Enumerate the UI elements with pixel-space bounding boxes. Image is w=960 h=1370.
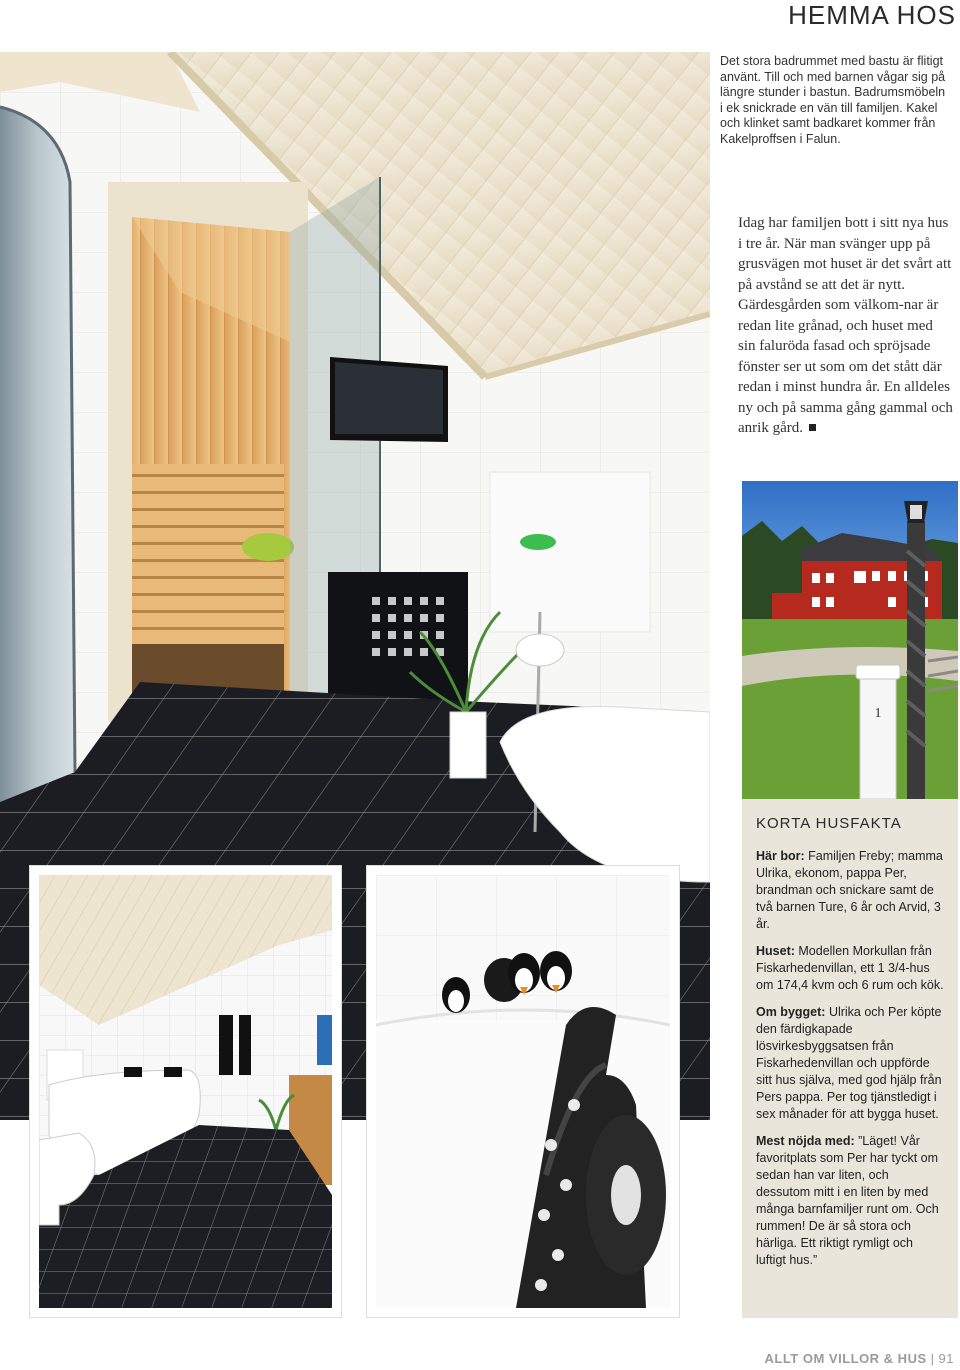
- bath-toys-photo: [367, 866, 679, 1317]
- publication-name: ALLT OM VILLOR & HUS: [764, 1351, 927, 1366]
- fact-text: Ulrika och Per köpte den färdigkapade lösvirkesbyggsatsen från Fiskarhedenvillan och uppförde sitt hus själva, med god hjälp från Pers pappa. Per tog tjänstledigt i sex månader för att bygga huset.: [756, 1005, 942, 1121]
- fact-box-title: KORTA HUSFAKTA: [756, 815, 902, 832]
- bathroom-overview-photo: [30, 866, 341, 1317]
- fact-label: Om bygget:: [756, 1005, 826, 1019]
- section-title: HEMMA HOS: [788, 0, 956, 30]
- fact-text: Modellen Morkullan från Fiskarhedenvillan, ett 1 3/4-hus om 174,4 kvm och 6 rum och kök.: [756, 944, 944, 992]
- page-footer: [765, 1351, 955, 1366]
- fact-label: Här bor:: [756, 849, 805, 863]
- fact-item: [756, 1004, 944, 1123]
- house-exterior-photo: [742, 481, 958, 799]
- fact-text: ”Läget! Vår favoritplats som Per har tyckt om sedan han var liten, och dessutom mitt i en liten by med många barnfamiljer runt om. Och rummen! De är så stora och härliga. Ett riktigt rymligt och luftigt hus.”: [756, 1134, 939, 1267]
- end-mark: [809, 424, 816, 431]
- fact-item: [756, 943, 944, 994]
- fact-item: [756, 1133, 944, 1269]
- photo-caption: Det stora badrummet med bastu är flitigt använt. Till och med barnen vågar sig på längre stunder i bastun. Badrumsmöbeln i ek snickrade en vän till familjen. Kakel och klinket samt badkaret kommer från Kakelproffsen i Falun.: [720, 54, 946, 146]
- footer-separator: |: [930, 1351, 935, 1366]
- article-body-text: Idag har familjen bott i sitt nya hus i tre år. När man svänger upp på grusvägen mot huset är det svårt att på avstånd se att det är nytt. Gärdesgården som välkom-nar är redan lite grånad, och huset med sin faluröda fasad och spröjsade fönster ser ut som om det stått där redan i minst hundra år. En alldeles ny och på samma gång gammal och anrik gård.: [738, 215, 953, 436]
- fact-item: [756, 848, 944, 933]
- fact-box: [742, 799, 958, 1318]
- fact-label: Huset:: [756, 944, 795, 958]
- article-body: [738, 213, 954, 439]
- fact-text: Familjen Freby; mamma Ulrika, ekonom, pappa Per, brandman och snickare samt de två barnen Ture, 6 år och Arvid, 3 år.: [756, 849, 943, 931]
- page-number: 91: [938, 1351, 954, 1366]
- mailbox-number: 1: [874, 706, 882, 721]
- fact-label: Mest nöjda med:: [756, 1134, 855, 1148]
